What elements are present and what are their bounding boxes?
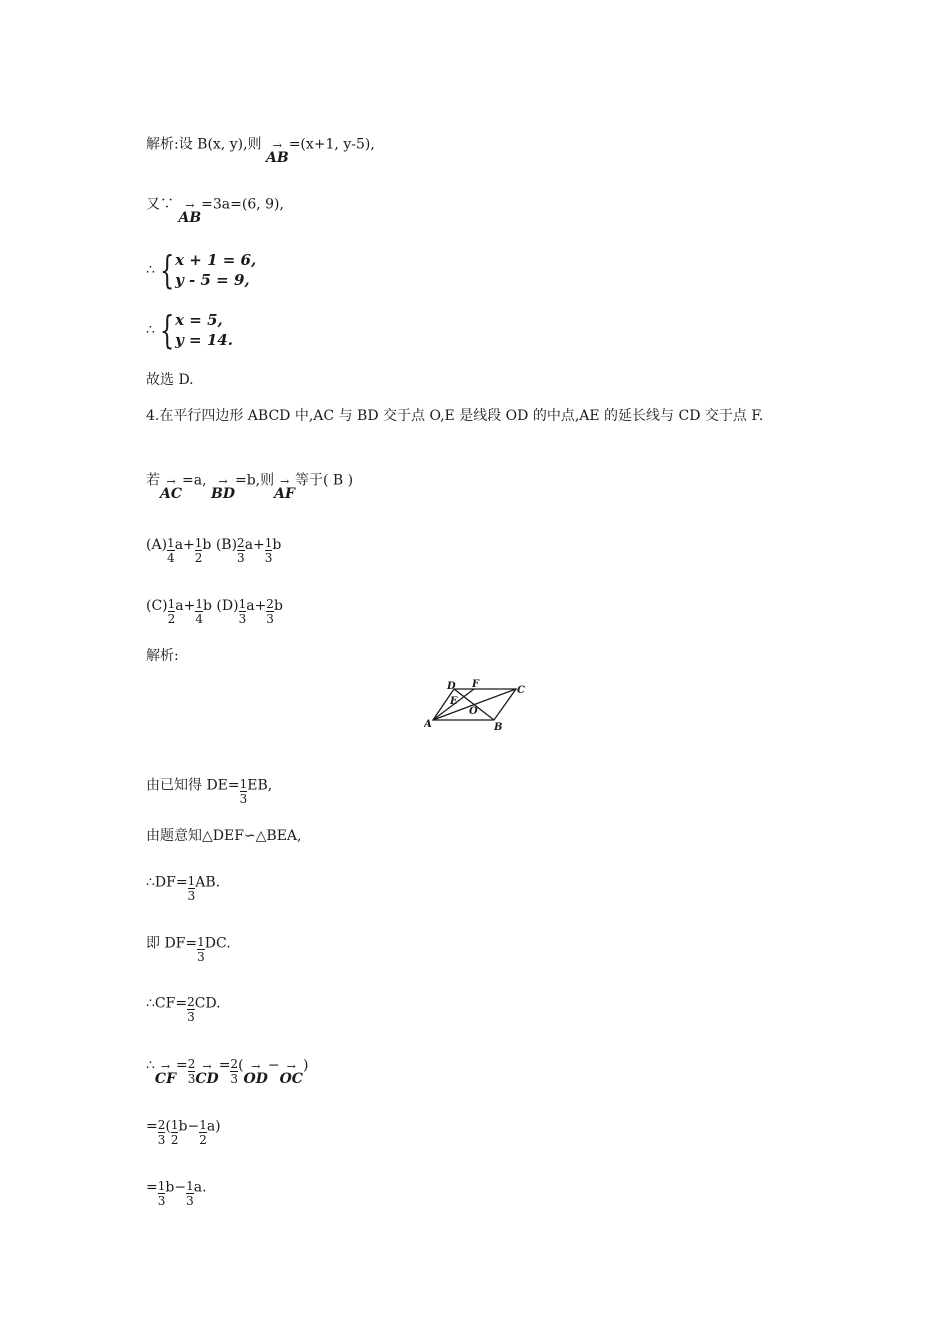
vector-OD: → OD xyxy=(243,1060,268,1087)
equation-system-1 xyxy=(146,250,256,290)
vector-CD: → CD xyxy=(195,1060,219,1087)
solution-line-1 xyxy=(146,132,375,166)
text: 又∵ xyxy=(146,196,179,213)
vector-OC: → OC xyxy=(279,1060,303,1087)
label-F: F xyxy=(472,679,480,690)
label-D: D xyxy=(447,681,456,692)
label-B: B xyxy=(494,722,503,733)
vector-BD: → BD xyxy=(211,475,235,502)
solution-label: 解析: xyxy=(146,648,179,664)
text: =(x+1, y-5), xyxy=(288,136,375,153)
question-4-vectors xyxy=(146,468,354,502)
question-4: 4.在平行四边形 ABCD 中,AC 与 BD 交于点 O,E 是线段 OD 的中点,AE 的延长线与 CD 交于点 F. xyxy=(146,408,764,424)
equation-system-2 xyxy=(146,310,233,350)
options-c-d xyxy=(146,592,283,626)
equation-row: x = 5, xyxy=(175,311,223,329)
answer-line: 故选 D. xyxy=(146,372,194,388)
vector-AB: → AB xyxy=(265,139,289,166)
solution-step-expand: = $\frac{2}{3}$ ( $\frac{1}{2}$ b− $\frac{1}{2}$ a) xyxy=(146,1118,221,1147)
solution-step-df-ab: ∴DF= $\frac{1}{3}$ AB. xyxy=(146,874,221,903)
solution-step-df-dc: 即 DF= $\frac{1}{3}$ DC. xyxy=(146,935,231,964)
parallelogram-diagram xyxy=(424,676,534,736)
option-b: (B) $\frac{2}{3}$ a+ $\frac{1}{3}$ b xyxy=(215,536,282,565)
text: =b,则 xyxy=(234,472,275,489)
brace-icon: { xyxy=(159,248,175,292)
options-a-b xyxy=(146,531,282,565)
option-d: (D) $\frac{1}{3}$ a+ $\frac{2}{3}$ b xyxy=(216,597,283,626)
equation-row: y = 14. xyxy=(175,331,233,349)
equation-row: y - 5 = 9, xyxy=(175,271,250,289)
text: =a, xyxy=(182,472,207,489)
text: 等于( B ) xyxy=(294,472,354,489)
vector-AC: → AC xyxy=(160,475,183,502)
solution-step-result: = $\frac{1}{3}$ b− $\frac{1}{3}$ a. xyxy=(146,1179,207,1208)
label-A: A xyxy=(424,719,432,730)
solution-step-similar: 由题意知△DEF∽△BEA, xyxy=(146,828,302,844)
solution-step-cf-cd: ∴CF= $\frac{2}{3}$ CD. xyxy=(146,995,221,1024)
therefore-symbol: ∴ xyxy=(146,322,155,338)
solution-step-de: 由已知得 DE= $\frac{1}{3}$ EB, xyxy=(146,777,273,806)
vector-AF: → AF xyxy=(274,475,295,502)
text: 解析:设 B(x, y),则 xyxy=(146,136,266,153)
text: 若 xyxy=(146,472,160,489)
label-E: E xyxy=(450,696,458,707)
text: =3a=(6, 9), xyxy=(201,196,284,213)
option-a: (A) $\frac{1}{4}$ a+ $\frac{1}{2}$ b xyxy=(146,536,212,565)
vector-CF: → CF xyxy=(154,1060,177,1087)
solution-line-2 xyxy=(146,192,284,226)
option-c: (C) $\frac{1}{2}$ a+ $\frac{1}{4}$ b xyxy=(146,597,212,626)
solution-step-vector: ∴ → CF = $\frac{2}{3}$ → CD = $\frac{2}{3}$ ( → OD − → OC ) xyxy=(146,1057,309,1087)
label-O: O xyxy=(469,706,478,717)
vector-AB: → AB xyxy=(178,199,202,226)
therefore-symbol: ∴ xyxy=(146,262,155,278)
brace-icon: { xyxy=(159,308,175,352)
label-C: C xyxy=(517,685,525,696)
equation-row: x + 1 = 6, xyxy=(175,251,257,269)
